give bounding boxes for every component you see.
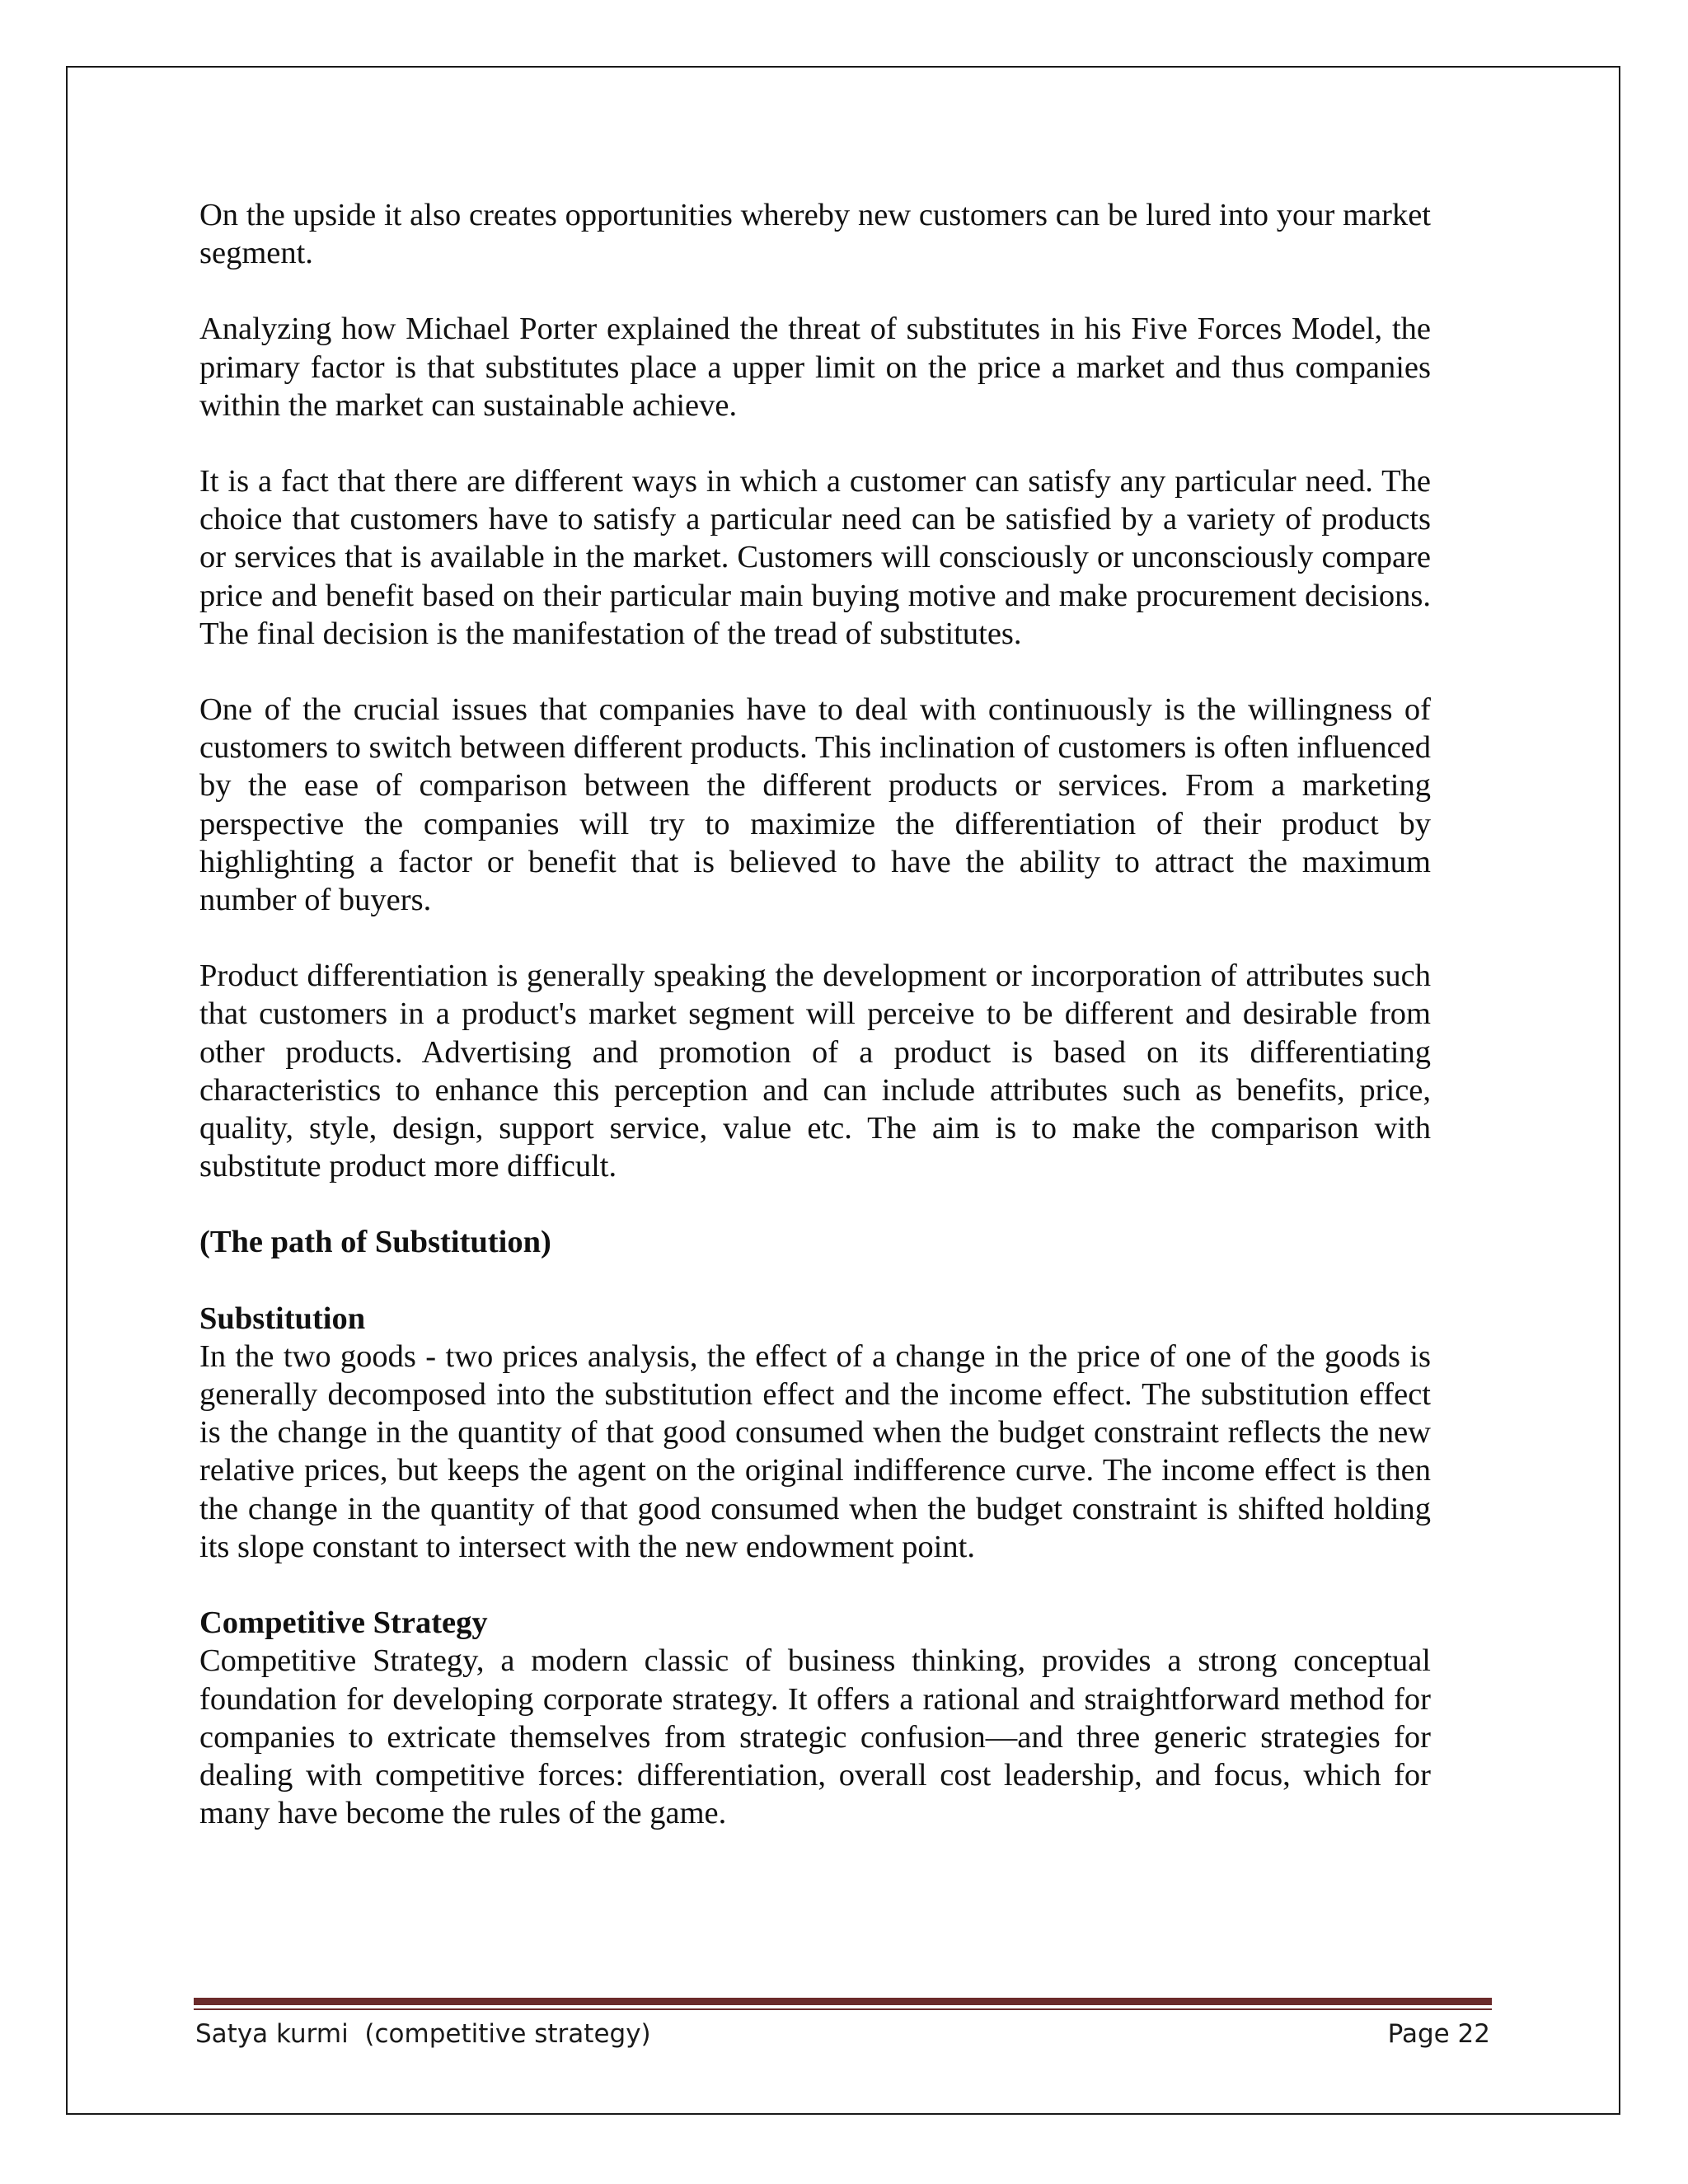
paragraph-upside: On the upside it also creates opportunities whereby new customers can be lured into your market segment.	[199, 198, 1431, 271]
substitution-section	[199, 1300, 1431, 1566]
paragraph-switching: One of the crucial issues that companies have to deal with continuously is the willingness of customers to switch between different products. This inclination of customers is often influenced by the ease of comparison between the different products or services. From a marketing perspective the companies will try to maximize the differentiation of their product by highlighting a factor or benefit that is believed to have the ability to attract the maximum number of buyers.	[199, 692, 1431, 918]
paragraph-product-differentiation: Product differentiation is generally speaking the development or incorporation of attributes such that customers in a product's market segment will perceive to be different and desirable from other products. Advertising and promotion of a product is based on its differentiating characteristics to enhance this perception and can include attributes such as benefits, price, quality, style, design, support service, value etc. The aim is to make the comparison with substitute product more difficult.	[199, 958, 1431, 1184]
substitution-text: In the two goods - two prices analysis, the effect of a change in the price of one of the goods is generally decomposed into the substitution effect and the income effect. The substitution effect is the change in the quantity of that good consumed when the budget constraint reflects the new relative prices, but keeps the agent on the original indifference curve. The income effect is then the change in the quantity of that good consumed when the budget constraint is shifted holding its slope constant to intersect with the new endowment point.	[199, 1338, 1431, 1564]
page-footer	[195, 2014, 1490, 2054]
competitive-strategy-heading: Competitive Strategy	[199, 1605, 488, 1641]
footer-author-title: Satya kurmi (competitive strategy)	[195, 2019, 651, 2049]
paragraph-customer-needs: It is a fact that there are different ways in which a customer can satisfy any particular need. The choice that customers have to satisfy a particular need can be satisfied by a variety of products or services that is available in the market. Customers will consciously or unconsciously compare price and benefit based on their particular main buying motive and make procurement decisions. The final decision is the manifestation of the tread of substitutes.	[199, 464, 1431, 651]
path-of-substitution-heading: (The path of Substitution)	[199, 1225, 551, 1260]
footer-rule-thick	[194, 1998, 1492, 2005]
competitive-strategy-section	[199, 1604, 1431, 1832]
paragraph-porter-analysis: Analyzing how Michael Porter explained the threat of substitutes in his Five Forces Model, the primary factor is that substitutes place a upper limit on the price a market and thus companies within the market can sustainable achieve.	[199, 312, 1431, 423]
document-body	[199, 196, 1431, 1870]
footer-rule-thin	[194, 2008, 1492, 2010]
competitive-strategy-text: Competitive Strategy, a modern classic of business thinking, provides a strong conceptual foundation for developing corporate strategy. It offers a rational and straightforward method for companies to extricate themselves from strategic confusion—and three generic strategies for dealing with competitive forces: differentiation, overall cost leadership, and focus, which for many have become the rules of the game.	[199, 1643, 1431, 1831]
footer-page-number: Page 22	[1387, 2019, 1490, 2049]
substitution-heading: Substitution	[199, 1301, 366, 1336]
